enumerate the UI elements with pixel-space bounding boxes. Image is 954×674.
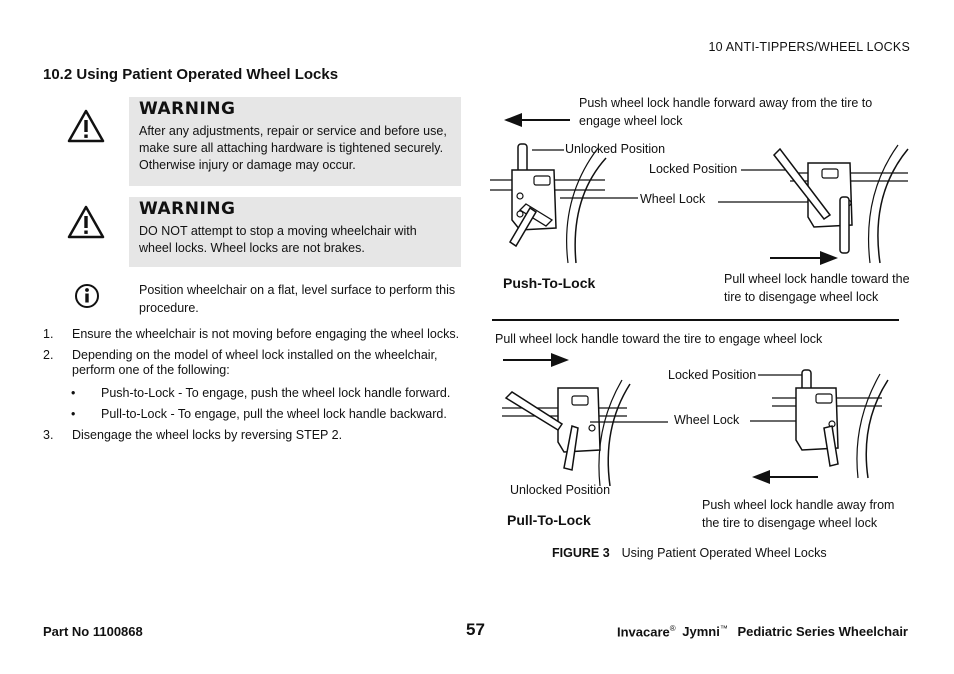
push-engage-instruction: Push wheel lock handle forward away from the tire to engage wheel lock bbox=[579, 96, 873, 128]
warning-title: WARNING bbox=[139, 99, 236, 119]
arrow-left-icon bbox=[752, 469, 820, 485]
list-subitem: • Push-to-Lock - To engage, push the wheel lock handle forward. bbox=[71, 386, 451, 400]
unlocked-position-label: Unlocked Position bbox=[510, 483, 611, 497]
warning-triangle-icon bbox=[67, 205, 105, 239]
figure-divider bbox=[492, 319, 899, 321]
procedure-steps bbox=[43, 327, 468, 448]
page-number: 57 bbox=[466, 620, 485, 639]
arrow-left-icon bbox=[504, 112, 572, 128]
list-item: 1. Ensure the wheelchair is not moving before engaging the wheel locks. bbox=[43, 327, 460, 341]
warning-box bbox=[129, 97, 461, 186]
leader-line bbox=[590, 420, 668, 424]
locked-position-label: Locked Position bbox=[668, 368, 757, 382]
chapter-header: 10 ANTI-TIPPERS/WHEEL LOCKS bbox=[708, 40, 910, 54]
product-name: Invacare® Jymni™ Pediatric Series Wheelchair bbox=[616, 624, 908, 640]
list-item: 3. Disengage the wheel locks by reversing STEP 2. bbox=[43, 428, 343, 442]
pull-disengage-instruction: Push wheel lock handle away from the tire to disengage wheel lock bbox=[702, 498, 895, 530]
push-to-lock-label: Push-To-Lock bbox=[503, 275, 596, 291]
unlocked-position-label: Unlocked Position bbox=[565, 142, 666, 156]
section-title: 10.2 Using Patient Operated Wheel Locks bbox=[43, 66, 339, 83]
arrow-right-icon bbox=[770, 250, 838, 266]
warning-box bbox=[129, 197, 461, 267]
figure-title: Using Patient Operated Wheel Locks bbox=[621, 546, 827, 560]
wheel-lock-label: Wheel Lock bbox=[640, 192, 706, 206]
list-subitem: • Pull-to-Lock - To engage, pull the wheel lock handle backward. bbox=[71, 407, 447, 421]
part-number: Part No 1100868 bbox=[43, 624, 143, 639]
warning-text: DO NOT attempt to stop a moving wheelchair with wheel locks. Wheel locks are not brakes. bbox=[139, 224, 417, 255]
note-text: Position wheelchair on a flat, level surface to perform this procedure. bbox=[139, 283, 456, 315]
figure-caption bbox=[552, 546, 827, 560]
warning-triangle-icon bbox=[67, 109, 105, 143]
locked-position-label: Locked Position bbox=[649, 162, 738, 176]
pull-engage-instruction: Pull wheel lock handle toward the tire to engage wheel lock bbox=[495, 332, 823, 346]
wheel-lock-label: Wheel Lock bbox=[674, 413, 740, 427]
list-item: 2. Depending on the model of wheel lock installed on the wheelchair, perform one of the following: bbox=[43, 348, 438, 377]
arrow-right-icon bbox=[503, 352, 569, 368]
pull-to-lock-label: Pull-To-Lock bbox=[507, 512, 591, 528]
info-icon bbox=[74, 283, 100, 309]
figure-number: FIGURE 3 bbox=[552, 546, 610, 560]
push-disengage-instruction: Pull wheel lock handle toward the tire to disengage wheel lock bbox=[724, 272, 910, 304]
leader-line bbox=[560, 196, 638, 200]
wheel-lock-illustration bbox=[772, 368, 902, 478]
warning-text: After any adjustments, repair or service and before use, make sure all attaching hardware is tightened securely. Otherwise injury or damage may occur. bbox=[139, 124, 447, 172]
warning-title: WARNING bbox=[139, 199, 236, 219]
leader-line bbox=[532, 148, 564, 152]
wheel-lock-illustration bbox=[770, 145, 910, 263]
wheel-lock-illustration bbox=[502, 378, 652, 486]
